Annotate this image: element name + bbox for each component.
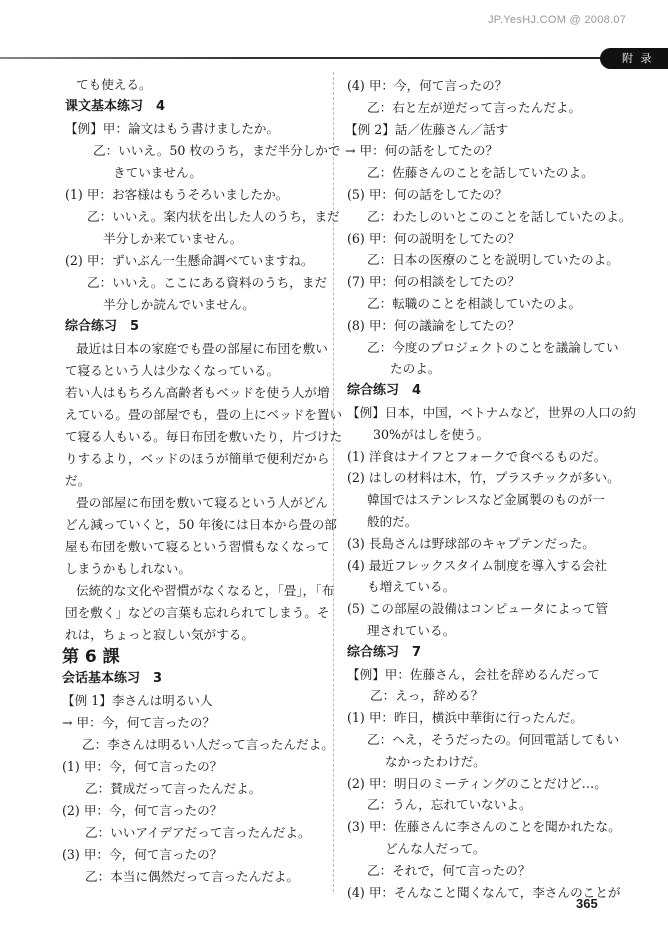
text-line: (1) 甲：昨日，横浜中華街に行ったんだ。 <box>347 710 583 726</box>
text-line: (6) 甲：何の説明をしてたの？ <box>347 230 520 246</box>
text-line: 最近は日本の家庭でも畳の部屋に布団を敷い <box>76 341 328 356</box>
text-line: 乙：日本の医療のことを説明していたのよ。 <box>367 252 619 268</box>
text-line: 乙：わたしのいとこのことを話していたのよ。 <box>367 208 632 224</box>
section-heading: 课文基本练习 4 <box>65 99 166 114</box>
text-line: (1) 甲：お客様はもうそろいましたか。 <box>65 187 289 202</box>
text-line: りするより，ベッドのほうが簡単で便利だから <box>65 451 330 466</box>
text-line: 乙：賛成だって言ったんだよ。 <box>85 781 262 796</box>
text-line: 乙：へえ，そうだったの。何回電話してもい <box>367 732 620 747</box>
text-line: なかったわけだ。 <box>385 753 486 769</box>
text-line: 乙：えっ，辞める？ <box>370 688 484 704</box>
text-line: 乙：転職のことを相談していたのよ。 <box>367 296 582 311</box>
text-line: (2) はしの材料は木，竹，プラスチックが多い。 <box>347 470 620 486</box>
text-line: 乙：今度のプロジェクトのことを議論してい <box>367 339 619 355</box>
text-line: て寝る人もいる。毎日布団を敷いたり，片づけた <box>65 429 343 444</box>
text-line: 半分しか来ていません。 <box>103 231 243 246</box>
text-line: 【例】甲：佐藤さん，会社を辞めるんだって <box>347 666 600 682</box>
text-line: 30%がはしを使う。 <box>373 426 490 442</box>
text-line: 乙：いいアイデアだって言ったんだよ。 <box>85 825 311 840</box>
text-line: (2) 甲：明日のミーティングのことだけど…。 <box>347 775 607 791</box>
text-line: (5) この部屋の設備はコンピュータによって管 <box>347 601 609 617</box>
text-line: → 甲：今，何て言ったの？ <box>62 715 216 730</box>
text-line: だ。 <box>65 473 91 488</box>
section-heading: 综合练习 5 <box>65 319 140 334</box>
text-line: (3) 長島さんは野球部のキャプテンだった。 <box>347 535 595 551</box>
text-line: → 甲：何の話をしてたの？ <box>345 143 499 159</box>
text-line: 乙：いいえ。案内状を出した人のうち，まだ <box>87 209 340 224</box>
text-line: (1) 甲：今，何て言ったの？ <box>62 759 223 774</box>
text-line: どん減っていくと，50 年後には日本から畳の部 <box>65 517 337 532</box>
text-line: (1) 洋食はナイフとフォークで食べるものだ。 <box>347 448 607 464</box>
text-line: (4) 甲：そんなこと聞くなんて，李さんのことが <box>347 884 621 900</box>
text-line: 乙：右と左が逆だって言ったんだよ。 <box>367 99 582 115</box>
text-line: 乙：李さんは明るい人だって言ったんだよ。 <box>82 737 334 752</box>
text-line: (4) 最近フレックスタイム制度を導入する会社 <box>347 557 608 573</box>
text-line: (7) 甲：何の相談をしてたの？ <box>347 274 520 290</box>
text-line: 乙：それで，何て言ったの？ <box>367 862 531 878</box>
text-line: 半分しか読んでいません。 <box>103 297 255 312</box>
text-line: (4) 甲：今，何て言ったの？ <box>347 78 508 93</box>
text-line: 【例】甲：論文はもう書けましたか。 <box>65 121 280 136</box>
text-line: 乙：いいえ。ここにある資料のうち，まだ <box>87 275 328 290</box>
watermark: JP.YesHJ.COM @ 2008.07 <box>488 14 627 26</box>
page-number: 365 <box>576 896 598 911</box>
text-line: (2) 甲：ずいぶん一生懸命調べていますね。 <box>65 253 314 268</box>
text-line: 乙：佐藤さんのことを話していたのよ。 <box>367 165 594 181</box>
text-line: (3) 甲：今，何て言ったの？ <box>62 847 223 862</box>
text-line: 般的だ。 <box>367 514 418 529</box>
text-line: (8) 甲：何の議論をしてたの？ <box>347 317 520 333</box>
text-line: 韓国ではステンレスなど金属製のものが一 <box>367 492 605 508</box>
text-line: えている。畳の部屋でも，畳の上にベッドを置い <box>65 407 343 422</box>
section-heading: 综合练习 4 <box>347 383 422 399</box>
text-line: 【例 1】李さんは明るい人 <box>62 693 213 708</box>
text-line: たのよ。 <box>390 361 441 377</box>
text-line: 【例 2】話／佐藤さん／話す <box>345 121 509 137</box>
text-line: (3) 甲：佐藤さんに李さんのことを聞かれたな。 <box>347 819 621 835</box>
text-line: 畳の部屋に布団を敷いて寝るという人がどん <box>76 495 328 510</box>
text-line: (2) 甲：今，何て言ったの？ <box>62 803 223 818</box>
text-line: 屋も布団を敷いて寝るという習慣もなくなって <box>65 539 330 554</box>
text-line: ても使える。 <box>76 77 152 92</box>
text-line: 理されている。 <box>367 623 456 638</box>
text-line: 若い人はもちろん高齢者もベッドを使う人が増 <box>65 385 330 400</box>
text-line: 乙：本当に偶然だって言ったんだよ。 <box>85 869 300 884</box>
header-rule <box>0 57 610 59</box>
text-line: 団を敷く」などの言葉も忘れられてしまう。そ <box>65 605 330 620</box>
text-line: 乙：いいえ。50 枚のうち，まだ半分しかで <box>93 143 341 158</box>
text-line: (5) 甲：何の話をしてたの？ <box>347 187 508 202</box>
text-line: 乙：うん，忘れていないよ。 <box>367 797 532 813</box>
section-tab: 附 录 <box>600 48 668 69</box>
section-heading: 会话基本练习 3 <box>62 671 163 686</box>
lesson-title: 第 6 課 <box>62 647 120 667</box>
text-line: どんな人だって。 <box>385 841 486 856</box>
text-line: も増えている。 <box>367 579 456 595</box>
text-line: 【例】日本，中国，ベトナムなど，世界の人口の約 <box>347 405 637 420</box>
text-line: れは，ちょっと寂しい気がする。 <box>65 627 254 642</box>
column-divider <box>333 72 334 892</box>
text-line: て寝るという人は少なくなっている。 <box>65 363 280 378</box>
text-line: きていません。 <box>113 165 202 180</box>
section-heading: 综合练习 7 <box>347 644 422 660</box>
text-line: しまうかもしれない。 <box>65 561 191 576</box>
text-line: 伝統的な文化や習慣がなくなると，「畳」，「布 <box>76 583 335 598</box>
